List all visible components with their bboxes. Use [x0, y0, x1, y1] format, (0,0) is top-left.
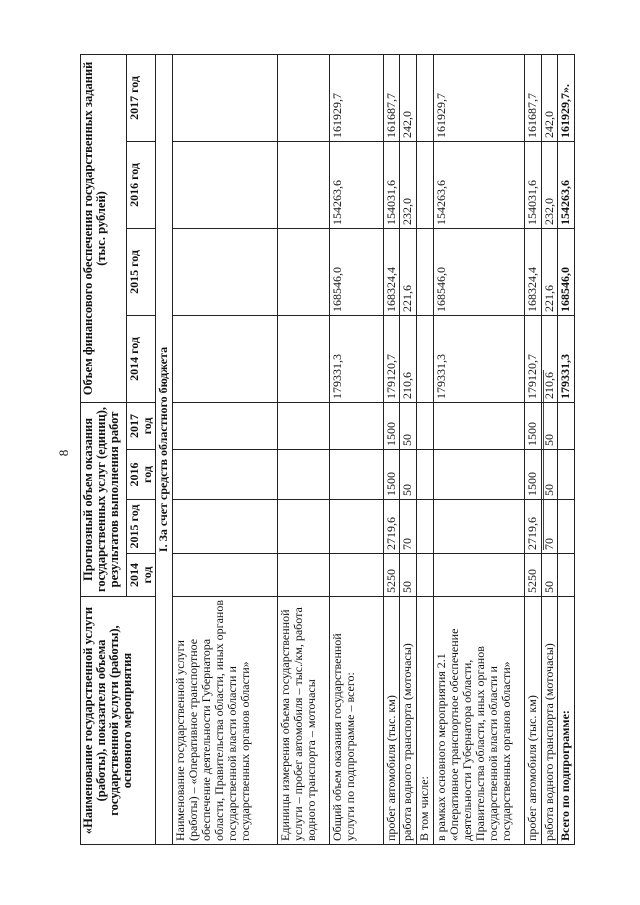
header-finance-group: Объем финансового обеспечения государственных заданий (тыс. рублей): [81, 54, 127, 402]
table-row: [277, 54, 329, 844]
header-year: 2016 год: [127, 450, 156, 500]
row-value: [433, 554, 524, 597]
row-value: [558, 554, 575, 597]
row-value: 179331,3: [558, 315, 575, 402]
row-value: [277, 141, 329, 228]
row-label: работа водного транспорта (моточасы): [400, 597, 417, 845]
row-value: 50: [400, 402, 417, 449]
table-row: [400, 54, 417, 844]
row-value: 168546,0: [558, 228, 575, 315]
row-value: [329, 554, 383, 597]
row-value: 50: [400, 554, 417, 597]
row-value: 1500: [525, 402, 542, 449]
rotated-table-container: [80, 55, 575, 845]
table-row: [416, 54, 433, 844]
row-value: 154263,6: [433, 141, 524, 228]
row-value: [172, 54, 277, 141]
row-value: 221,6: [400, 228, 417, 315]
row-value: 50: [400, 450, 417, 500]
row-value: [329, 402, 383, 449]
row-value: [416, 315, 433, 402]
row-value: 1500: [383, 450, 400, 500]
row-label: Всего по подпрограмме:: [558, 597, 575, 845]
row-value: [172, 554, 277, 597]
row-value: 179331,3: [329, 315, 383, 402]
row-value: [277, 315, 329, 402]
row-value: [433, 450, 524, 500]
row-value: [433, 402, 524, 449]
row-value: 161929,7: [433, 54, 524, 141]
row-value: 161687,7: [525, 54, 542, 141]
row-value: 161929,7: [329, 54, 383, 141]
table-row: [172, 54, 277, 844]
row-value: 50: [541, 450, 558, 500]
row-value: 70: [400, 500, 417, 554]
row-value: [172, 228, 277, 315]
row-value: [172, 315, 277, 402]
row-value: [172, 500, 277, 554]
header-year: 2017 год: [127, 402, 156, 449]
row-value: 210,6: [541, 315, 558, 402]
row-label: Единицы измерения объема государственной услуги – пробег автомобиля – тыс./км, работа водного транспорта – моточасы: [277, 597, 329, 845]
section-title: I. За счет средств областного бюджета: [156, 54, 173, 844]
row-value: 232,0: [541, 141, 558, 228]
row-value: 5250: [525, 554, 542, 597]
row-value: 154263,6: [329, 141, 383, 228]
row-value: [416, 554, 433, 597]
row-value: 5250: [383, 554, 400, 597]
header-year: 2015 год: [127, 228, 156, 315]
row-value: 168546,0: [329, 228, 383, 315]
row-value: [416, 402, 433, 449]
row-value: 154263,6: [558, 141, 575, 228]
row-value: 2719,6: [383, 500, 400, 554]
row-label: в рамках основного мероприятия 2.1 «Оперативное транспортное обеспечение деятельности Губернатора области, Правительства области, иных органов государственной власти области и государственных органов области»: [433, 597, 524, 845]
row-value: 161687,7: [383, 54, 400, 141]
header-year: 2015 год: [127, 500, 156, 554]
row-value: 161929,7».: [558, 54, 575, 141]
row-value: 179120,7: [525, 315, 542, 402]
table-row: [329, 54, 383, 844]
row-value: 179331,3: [433, 315, 524, 402]
header-name-column: «Наименование государственной услуги (работы), показателя объема государственной услуги (работы), основного мероприятия: [81, 597, 156, 845]
table-row: [383, 54, 400, 844]
budget-table: [80, 54, 575, 845]
row-value: 50: [541, 554, 558, 597]
row-label: пробег автомобиля (тыс. км): [383, 597, 400, 845]
row-value: [416, 450, 433, 500]
row-label: пробег автомобиля (тыс. км): [525, 597, 542, 845]
row-value: 242,0: [400, 54, 417, 141]
row-value: [277, 54, 329, 141]
row-value: [172, 450, 277, 500]
row-value: 210,6: [400, 315, 417, 402]
header-year: 2014 год: [127, 554, 156, 597]
row-value: [558, 450, 575, 500]
row-value: [558, 402, 575, 449]
row-value: 2719,6: [525, 500, 542, 554]
row-value: 232,0: [400, 141, 417, 228]
row-label: работа водного транспорта (моточасы): [541, 597, 558, 845]
row-value: 179120,7: [383, 315, 400, 402]
row-value: [416, 228, 433, 315]
row-value: [329, 450, 383, 500]
row-value: [416, 500, 433, 554]
row-value: [558, 500, 575, 554]
row-value: [416, 141, 433, 228]
header-year: 2017 год: [127, 54, 156, 141]
row-value: [277, 450, 329, 500]
header-year: 2014 год: [127, 315, 156, 402]
row-value: [277, 228, 329, 315]
table-row: [433, 54, 524, 844]
row-value: [172, 402, 277, 449]
row-value: 1500: [525, 450, 542, 500]
page-number: 8: [56, 449, 71, 457]
table-row: [558, 54, 575, 844]
row-value: 1500: [383, 402, 400, 449]
row-value: [433, 500, 524, 554]
row-value: 242,0: [541, 54, 558, 141]
row-value: [416, 54, 433, 141]
row-value: 70: [541, 500, 558, 554]
row-label: Наименование государственной услуги (работы) – «Оперативное транспортное обеспечение деятельности Губернатора области, Правительства области, иных органов государственной власти области и государственных органов области»: [172, 597, 277, 845]
row-value: 168324,4: [525, 228, 542, 315]
row-value: 168546,0: [433, 228, 524, 315]
row-value: 50: [541, 402, 558, 449]
row-value: [277, 554, 329, 597]
row-value: 154031,6: [525, 141, 542, 228]
header-volume-group: Прогнозный объем оказания государственных услуг (единиц), результатов выполнения работ: [81, 402, 127, 596]
row-value: [172, 141, 277, 228]
row-label: Общий объем оказания государственной услуги по подпрограмме – всего:: [329, 597, 383, 845]
row-value: 221,6: [541, 228, 558, 315]
row-label: В том числе:: [416, 597, 433, 845]
table-row: [541, 54, 558, 844]
row-value: 154031,6: [383, 141, 400, 228]
table-row: [525, 54, 542, 844]
row-value: 168324,4: [383, 228, 400, 315]
row-value: [277, 500, 329, 554]
row-value: [329, 500, 383, 554]
header-year: 2016 год: [127, 141, 156, 228]
row-value: [277, 402, 329, 449]
